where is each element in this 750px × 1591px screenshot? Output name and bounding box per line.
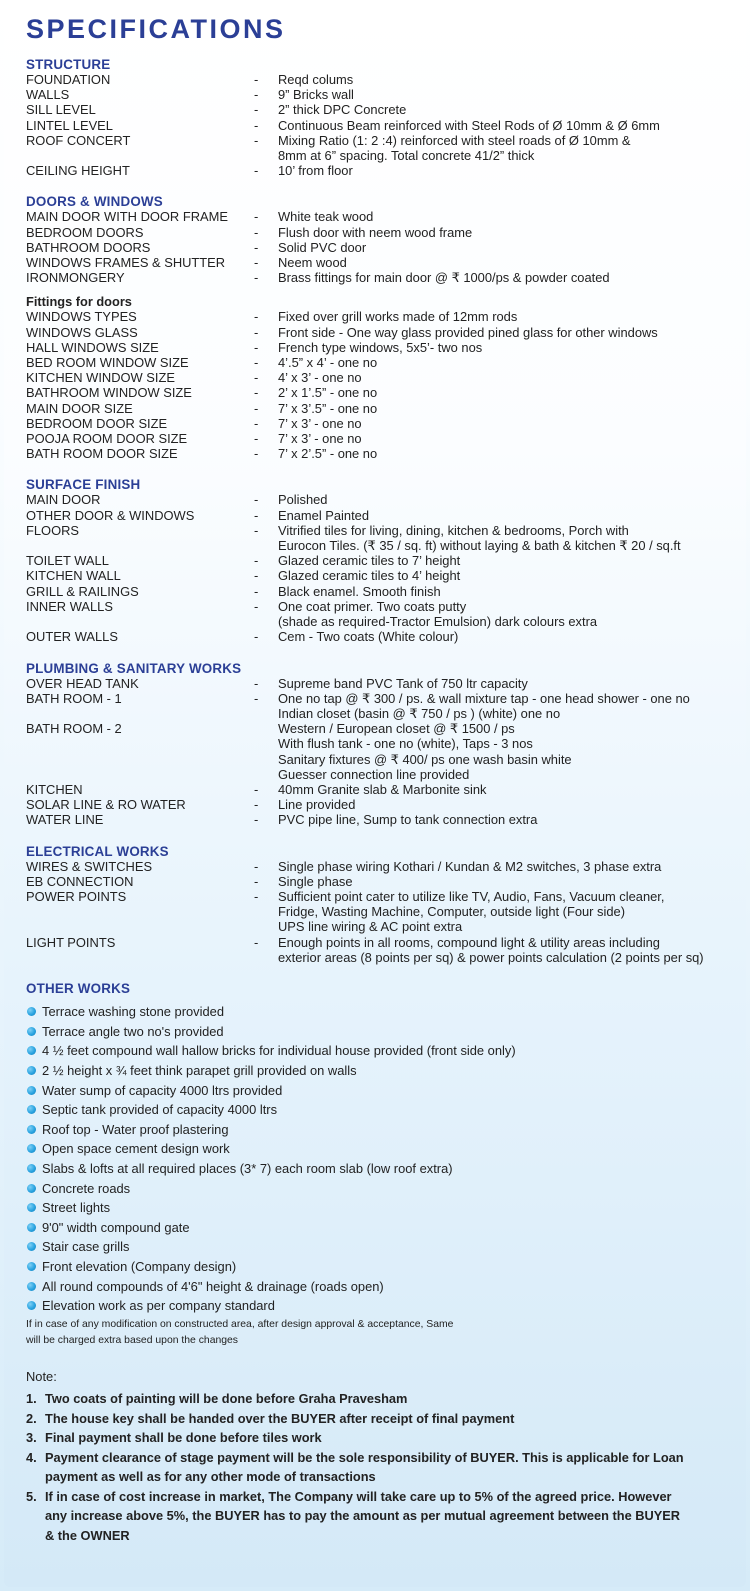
list-item-text: Concrete roads	[42, 1180, 131, 1196]
bullet-dot-icon	[27, 1125, 36, 1134]
spec-value	[278, 163, 746, 178]
spec-value	[278, 431, 746, 446]
spec-value-line: Polished	[278, 492, 328, 508]
spec-value	[278, 118, 746, 133]
spec-row	[26, 87, 746, 102]
spec-value-line: Supreme band PVC Tank of 750 ltr capacity	[278, 675, 528, 691]
spec-separator: -	[254, 492, 259, 508]
spec-label: WALLS	[26, 87, 70, 103]
spec-value-line: Eurocon Tiles. (₹ 35 / sq. ft) without laying & bath & kitchen ₹ 20 / sq.ft	[278, 538, 681, 554]
section-title: ELECTRICAL WORKS	[26, 843, 169, 859]
section-title: OTHER WORKS	[26, 980, 131, 996]
spec-separator: -	[254, 446, 259, 462]
spec-row	[26, 523, 746, 553]
spec-row	[26, 782, 746, 797]
spec-separator: -	[254, 355, 259, 371]
spec-value-line: 10’ from floor	[278, 163, 353, 179]
spec-separator: -	[254, 400, 259, 416]
bullet-dot-icon	[27, 1164, 36, 1173]
spec-value	[278, 874, 746, 889]
section-title: SURFACE FINISH	[26, 477, 141, 493]
spec-label: WINDOWS FRAMES & SHUTTER	[26, 255, 226, 271]
bullet-dot-icon	[27, 1184, 36, 1193]
spec-separator: -	[254, 598, 259, 614]
spec-value	[278, 325, 746, 340]
list-item	[26, 1120, 746, 1140]
spec-value	[278, 340, 746, 355]
spec-separator: -	[254, 339, 259, 355]
spec-separator: -	[254, 385, 259, 401]
note-number: 1.	[26, 1391, 37, 1407]
note-text	[45, 1487, 746, 1546]
spec-separator: -	[254, 415, 259, 431]
spec-row	[26, 370, 746, 385]
bullet-dot-icon	[27, 1066, 36, 1075]
spec-value	[278, 782, 746, 797]
list-item	[26, 1198, 746, 1218]
spec-separator: -	[254, 690, 259, 706]
spec-value	[278, 401, 746, 416]
spec-value-line: Flush door with neem wood frame	[278, 224, 473, 240]
spec-separator: -	[254, 431, 259, 447]
spec-value-line: Sufficient point cater to utilize like TV, Audio, Fans, Vacuum cleaner,	[278, 888, 665, 904]
spec-label: LINTEL LEVEL	[26, 117, 113, 133]
list-item-text: Street lights	[42, 1200, 111, 1216]
list-item	[26, 1139, 746, 1159]
spec-value-line: With flush tank - one no (white), Taps - 3 nos	[278, 736, 533, 752]
spec-value-line: Single phase	[278, 873, 353, 889]
spec-value	[278, 225, 746, 240]
spec-label: FOUNDATION	[26, 72, 111, 87]
spec-separator: -	[254, 255, 259, 271]
spec-label: BED ROOM WINDOW SIZE	[26, 355, 189, 371]
spec-value-line: Enough points in all rooms, compound light & utility areas including	[278, 934, 660, 950]
spec-label: WIRES & SWITCHES	[26, 858, 153, 874]
spec-label: ROOF CONCERT	[26, 132, 131, 148]
spec-row	[26, 431, 746, 446]
spec-row	[26, 416, 746, 431]
list-item	[26, 1178, 746, 1198]
spec-separator: -	[254, 858, 259, 874]
spec-value	[278, 568, 746, 583]
spec-separator: -	[254, 224, 259, 240]
spec-value-line: Glazed ceramic tiles to 7’ height	[278, 553, 461, 569]
list-item-text: All round compounds of 4'6" height & drainage (roads open)	[42, 1278, 384, 1294]
note-number: 3.	[26, 1430, 37, 1446]
note-text	[45, 1448, 746, 1487]
spec-value	[278, 87, 746, 102]
bullet-dot-icon	[27, 1301, 36, 1310]
spec-label: POOJA ROOM DOOR SIZE	[26, 431, 188, 447]
spec-row	[26, 102, 746, 117]
spec-value-line: Brass fittings for main door @ ₹ 1000/ps & powder coated	[278, 270, 610, 286]
spec-label: BATH ROOM - 2	[26, 721, 122, 737]
note-text	[45, 1409, 746, 1429]
spec-label: BEDROOM DOOR SIZE	[26, 415, 168, 431]
spec-row	[26, 209, 746, 224]
spec-row	[26, 340, 746, 355]
spec-separator: -	[254, 781, 259, 797]
spec-value-line: Indian closet (basin @ ₹ 750 / ps ) (white) one no	[278, 705, 561, 721]
spec-value-line: 4’.5” x 4’ - one no	[278, 355, 378, 371]
note-item	[26, 1428, 746, 1448]
bullet-dot-icon	[27, 1046, 36, 1055]
spec-value	[278, 797, 746, 812]
subsection-title: Fittings for doors	[26, 294, 132, 310]
spec-separator: -	[254, 568, 259, 584]
spec-label: FLOORS	[26, 522, 80, 538]
spec-value	[278, 133, 746, 163]
spec-value-line: 7’ x 2’.5” - one no	[278, 446, 378, 462]
bullet-dot-icon	[27, 1007, 36, 1016]
spec-value-line: Cem - Two coats (White colour)	[278, 629, 459, 645]
spec-value-line: One no tap @ ₹ 300 / ps. & wall mixture tap - one head shower - one no	[278, 690, 690, 706]
spec-value-line: Reqd colums	[278, 72, 354, 87]
spec-value	[278, 370, 746, 385]
spec-label: BATH ROOM - 1	[26, 690, 122, 706]
spec-value	[278, 599, 746, 629]
list-item-text: Terrace angle two no's provided	[42, 1023, 224, 1039]
note-number: 5.	[26, 1488, 37, 1504]
spec-value-line: Solid PVC door	[278, 239, 367, 255]
spec-row	[26, 255, 746, 270]
spec-separator: -	[254, 72, 259, 87]
bullet-dot-icon	[27, 1027, 36, 1036]
list-item	[26, 1217, 746, 1237]
list-item-text: 4 ½ feet compound wall hallow bricks for individual house provided (front side only)	[42, 1043, 516, 1059]
list-item-text: 2 ½ height x ¾ feet think parapet grill provided on walls	[42, 1063, 357, 1079]
list-item-text: Terrace washing stone provided	[42, 1004, 225, 1020]
note-item	[26, 1409, 746, 1429]
bullet-dot-icon	[27, 1262, 36, 1271]
spec-label: MAIN DOOR WITH DOOR FRAME	[26, 209, 228, 225]
spec-row	[26, 163, 746, 178]
spec-label: GRILL & RAILINGS	[26, 583, 139, 599]
spec-label: POWER POINTS	[26, 888, 127, 904]
section-doors-windows	[26, 194, 746, 461]
spec-value-line: White teak wood	[278, 209, 374, 225]
note-text-line: & the OWNER	[45, 1527, 130, 1543]
spec-value-line: 8mm at 6” spacing. Total concrete 41/2” thick	[278, 148, 535, 164]
spec-label: SOLAR LINE & RO WATER	[26, 797, 186, 813]
spec-separator: -	[254, 629, 259, 645]
spec-value	[278, 508, 746, 523]
spec-row	[26, 270, 746, 285]
disclaimer-line: will be charged extra based upon the changes	[26, 1335, 238, 1347]
spec-value-line: (shade as required-Tractor Emulsion) dark colours extra	[278, 614, 598, 630]
spec-row	[26, 118, 746, 133]
spec-label: SILL LEVEL	[26, 102, 96, 118]
spec-value	[278, 492, 746, 507]
spec-separator: -	[254, 163, 259, 179]
spec-value	[278, 553, 746, 568]
spec-label: WINDOWS TYPES	[26, 309, 137, 325]
note-number: 4.	[26, 1449, 37, 1465]
spec-row	[26, 325, 746, 340]
list-item-text: Septic tank provided of capacity 4000 ltrs	[42, 1102, 278, 1118]
spec-value	[278, 270, 746, 285]
note-text-line: Two coats of painting will be done before Graha Pravesham	[45, 1391, 408, 1407]
spec-label: OTHER DOOR & WINDOWS	[26, 507, 195, 523]
note-number: 2.	[26, 1410, 37, 1426]
spec-separator: -	[254, 87, 259, 103]
list-item-text: Slabs & lofts at all required places (3* 7) each room slab (low roof extra)	[42, 1161, 453, 1176]
spec-value	[278, 584, 746, 599]
specifications-sheet	[4, 4, 746, 1587]
spec-row	[26, 676, 746, 691]
spec-label: BEDROOM DOORS	[26, 224, 144, 240]
bullet-dot-icon	[27, 1203, 36, 1212]
spec-row	[26, 385, 746, 400]
spec-row	[26, 797, 746, 812]
bullet-dot-icon	[27, 1282, 36, 1291]
spec-row	[26, 721, 746, 782]
spec-value-line: Mixing Ratio (1: 2 :4) reinforced with steel roads of Ø 10mm &	[278, 132, 631, 148]
spec-value-line: UPS line wiring & AC point extra	[278, 919, 463, 935]
list-item	[26, 1002, 746, 1022]
list-item-text: Stair case grills	[42, 1239, 130, 1255]
bullet-dot-icon	[27, 1223, 36, 1232]
spec-value-line: Guesser connection line provided	[278, 766, 470, 782]
spec-label: CEILING HEIGHT	[26, 163, 130, 179]
spec-row	[26, 691, 746, 721]
note-item	[26, 1448, 746, 1487]
spec-label: EB CONNECTION	[26, 873, 134, 889]
other-works-list	[26, 1002, 746, 1316]
section-other-works	[26, 981, 746, 1350]
list-item-text: Elevation work as per company standard	[42, 1298, 275, 1314]
spec-row	[26, 553, 746, 568]
spec-value-line: exterior areas (8 points per sq) & power points calculation (2 points per sq)	[278, 949, 704, 965]
spec-row	[26, 309, 746, 324]
spec-separator: -	[254, 888, 259, 904]
spec-separator: -	[254, 270, 259, 286]
spec-row	[26, 859, 746, 874]
spec-value	[278, 812, 746, 827]
list-item	[26, 1061, 746, 1081]
spec-value-line: 9” Bricks wall	[278, 87, 354, 103]
section-title: PLUMBING & SANITARY WORKS	[26, 660, 242, 676]
note-item	[26, 1389, 746, 1409]
spec-value-line: 2’ x 1’.5” - one no	[278, 385, 378, 401]
spec-row	[26, 584, 746, 599]
bullet-dot-icon	[27, 1086, 36, 1095]
spec-value-line: PVC pipe line, Sump to tank connection extra	[278, 812, 538, 828]
spec-row	[26, 355, 746, 370]
section-title: DOORS & WINDOWS	[26, 194, 163, 210]
spec-value	[278, 416, 746, 431]
spec-separator: -	[254, 873, 259, 889]
spec-row	[26, 492, 746, 507]
modification-disclaimer	[26, 1317, 746, 1349]
spec-label: WATER LINE	[26, 812, 104, 828]
section-surface-finish	[26, 477, 746, 644]
spec-label: IRONMONGERY	[26, 270, 125, 286]
spec-label: OVER HEAD TANK	[26, 675, 139, 691]
note-text-line: Final payment shall be done before tiles work	[45, 1430, 322, 1446]
notes-list	[26, 1389, 746, 1545]
spec-row	[26, 935, 746, 965]
spec-value-line: 7’ x 3’ - one no	[278, 415, 362, 431]
spec-label: HALL WINDOWS SIZE	[26, 339, 159, 355]
list-item	[26, 1257, 746, 1277]
spec-row	[26, 568, 746, 583]
spec-separator: -	[254, 507, 259, 523]
spec-value	[278, 889, 746, 935]
list-item	[26, 1296, 746, 1316]
list-item	[26, 1080, 746, 1100]
spec-value	[278, 309, 746, 324]
spec-separator: -	[254, 583, 259, 599]
spec-separator: -	[254, 209, 259, 225]
list-item	[26, 1100, 746, 1120]
spec-separator: -	[254, 675, 259, 691]
spec-row	[26, 240, 746, 255]
spec-value-line: Black enamel. Smooth finish	[278, 583, 441, 599]
spec-row	[26, 225, 746, 240]
note-label: Note:	[26, 1369, 57, 1385]
spec-label: OUTER WALLS	[26, 629, 118, 645]
spec-row	[26, 599, 746, 629]
note-text-line: any increase above 5%, the BUYER has to pay the amount as per mutual agreement between the BUYER	[45, 1508, 681, 1524]
spec-sections	[26, 57, 746, 965]
spec-row	[26, 446, 746, 461]
spec-value-line: 7’ x 3’ - one no	[278, 431, 362, 447]
spec-label: MAIN DOOR	[26, 492, 101, 508]
spec-value	[278, 72, 746, 87]
section-title: STRUCTURE	[26, 57, 111, 72]
note-text-line: If in case of cost increase in market, The Company will take care up to 5% of the agreed price. However	[45, 1488, 672, 1504]
spec-value-line: Glazed ceramic tiles to 4’ height	[278, 568, 461, 584]
spec-value-line: Neem wood	[278, 255, 347, 271]
note-text	[45, 1428, 746, 1448]
spec-value-line: Fridge, Wasting Machine, Computer, outside light (Four side)	[278, 904, 626, 920]
spec-row	[26, 874, 746, 889]
spec-row	[26, 72, 746, 87]
spec-label: MAIN DOOR SIZE	[26, 400, 133, 416]
spec-value	[278, 355, 746, 370]
note-text-line: Payment clearance of stage payment will be the sole responsibility of BUYER. This is applicable for Loan	[45, 1449, 684, 1465]
spec-value	[278, 676, 746, 691]
bullet-dot-icon	[27, 1105, 36, 1114]
spec-value-line: Vitrified tiles for living, dining, kitchen & bedrooms, Porch with	[278, 522, 629, 538]
spec-row	[26, 133, 746, 163]
spec-separator: -	[254, 553, 259, 569]
spec-row	[26, 812, 746, 827]
spec-value-line: 4’ x 3’ - one no	[278, 370, 362, 386]
spec-separator: -	[254, 132, 259, 148]
spec-label: BATHROOM WINDOW SIZE	[26, 385, 192, 401]
spec-label: WINDOWS GLASS	[26, 324, 138, 340]
spec-row	[26, 508, 746, 523]
disclaimer-line: If in case of any modification on constructed area, after design approval & acceptance, Same	[26, 1319, 454, 1331]
note-item	[26, 1487, 746, 1546]
list-item-text: Roof top - Water proof plastering	[42, 1121, 229, 1137]
spec-separator: -	[254, 370, 259, 386]
spec-value	[278, 446, 746, 461]
note-text-line: payment as well as for any other mode of transactions	[45, 1469, 376, 1485]
list-item	[26, 1237, 746, 1257]
list-item-text: 9'0" width compound gate	[42, 1219, 190, 1235]
spec-label: KITCHEN WALL	[26, 568, 121, 584]
list-item	[26, 1276, 746, 1296]
spec-label: BATH ROOM DOOR SIZE	[26, 446, 178, 462]
bullet-dot-icon	[27, 1144, 36, 1153]
spec-separator: -	[254, 117, 259, 133]
spec-value	[278, 209, 746, 224]
spec-value-line: Sanitary fixtures @ ₹ 400/ ps one wash basin white	[278, 751, 572, 767]
spec-value-line: One coat primer. Two coats putty	[278, 598, 467, 614]
page-title: SPECIFICATIONS	[26, 14, 286, 44]
spec-separator: -	[254, 812, 259, 828]
spec-separator: -	[254, 309, 259, 325]
spec-separator: -	[254, 797, 259, 813]
spec-value	[278, 523, 746, 553]
spec-value	[278, 240, 746, 255]
list-item-text: Open space cement design work	[42, 1141, 230, 1157]
spec-label: KITCHEN	[26, 781, 83, 797]
spec-value-line: Front side - One way glass provided pined glass for other windows	[278, 324, 658, 340]
list-item-text: Front elevation (Company design)	[42, 1258, 237, 1274]
spec-label: LIGHT POINTS	[26, 934, 116, 950]
spec-row	[26, 889, 746, 935]
spec-value-line: Fixed over grill works made of 12mm rods	[278, 309, 518, 325]
list-item	[26, 1022, 746, 1042]
spec-value-line: Western / European closet @ ₹ 1500 / ps	[278, 721, 515, 737]
note-text	[45, 1389, 746, 1409]
spec-value	[278, 255, 746, 270]
spec-value-line: Continuous Beam reinforced with Steel Rods of Ø 10mm & Ø 6mm	[278, 117, 660, 133]
list-item	[26, 1159, 746, 1179]
section-plumbing-sanitary-works	[26, 661, 746, 828]
spec-value	[278, 935, 746, 965]
spec-value	[278, 385, 746, 400]
spec-value-line: Single phase wiring Kothari / Kundan & M2 switches, 3 phase extra	[278, 858, 662, 874]
spec-row	[26, 401, 746, 416]
spec-value	[278, 691, 746, 721]
note-text-line: The house key shall be handed over the BUYER after receipt of final payment	[45, 1410, 515, 1426]
spec-separator: -	[254, 522, 259, 538]
section-structure	[26, 57, 746, 178]
spec-separator: -	[254, 239, 259, 255]
spec-value	[278, 629, 746, 644]
spec-value	[278, 102, 746, 117]
spec-value-line: French type windows, 5x5’- two nos	[278, 339, 483, 355]
spec-value-line: 40mm Granite slab & Marbonite sink	[278, 781, 487, 797]
list-item-text: Water sump of capacity 4000 ltrs provided	[42, 1082, 283, 1098]
spec-separator: -	[254, 102, 259, 118]
spec-separator: -	[254, 934, 259, 950]
spec-value	[278, 721, 746, 782]
spec-separator: -	[254, 324, 259, 340]
spec-value-line: Line provided	[278, 797, 356, 813]
bullet-dot-icon	[27, 1242, 36, 1251]
spec-row	[26, 629, 746, 644]
spec-value-line: Enamel Painted	[278, 507, 370, 523]
spec-label: INNER WALLS	[26, 598, 113, 614]
spec-value-line: 2” thick DPC Concrete	[278, 102, 407, 118]
spec-label: KITCHEN WINDOW SIZE	[26, 370, 175, 386]
list-item	[26, 1041, 746, 1061]
spec-value	[278, 859, 746, 874]
section-electrical-works	[26, 844, 746, 965]
spec-label: BATHROOM DOORS	[26, 239, 151, 255]
spec-label: TOILET WALL	[26, 553, 109, 569]
spec-value-line: 7’ x 3’.5” - one no	[278, 400, 378, 416]
